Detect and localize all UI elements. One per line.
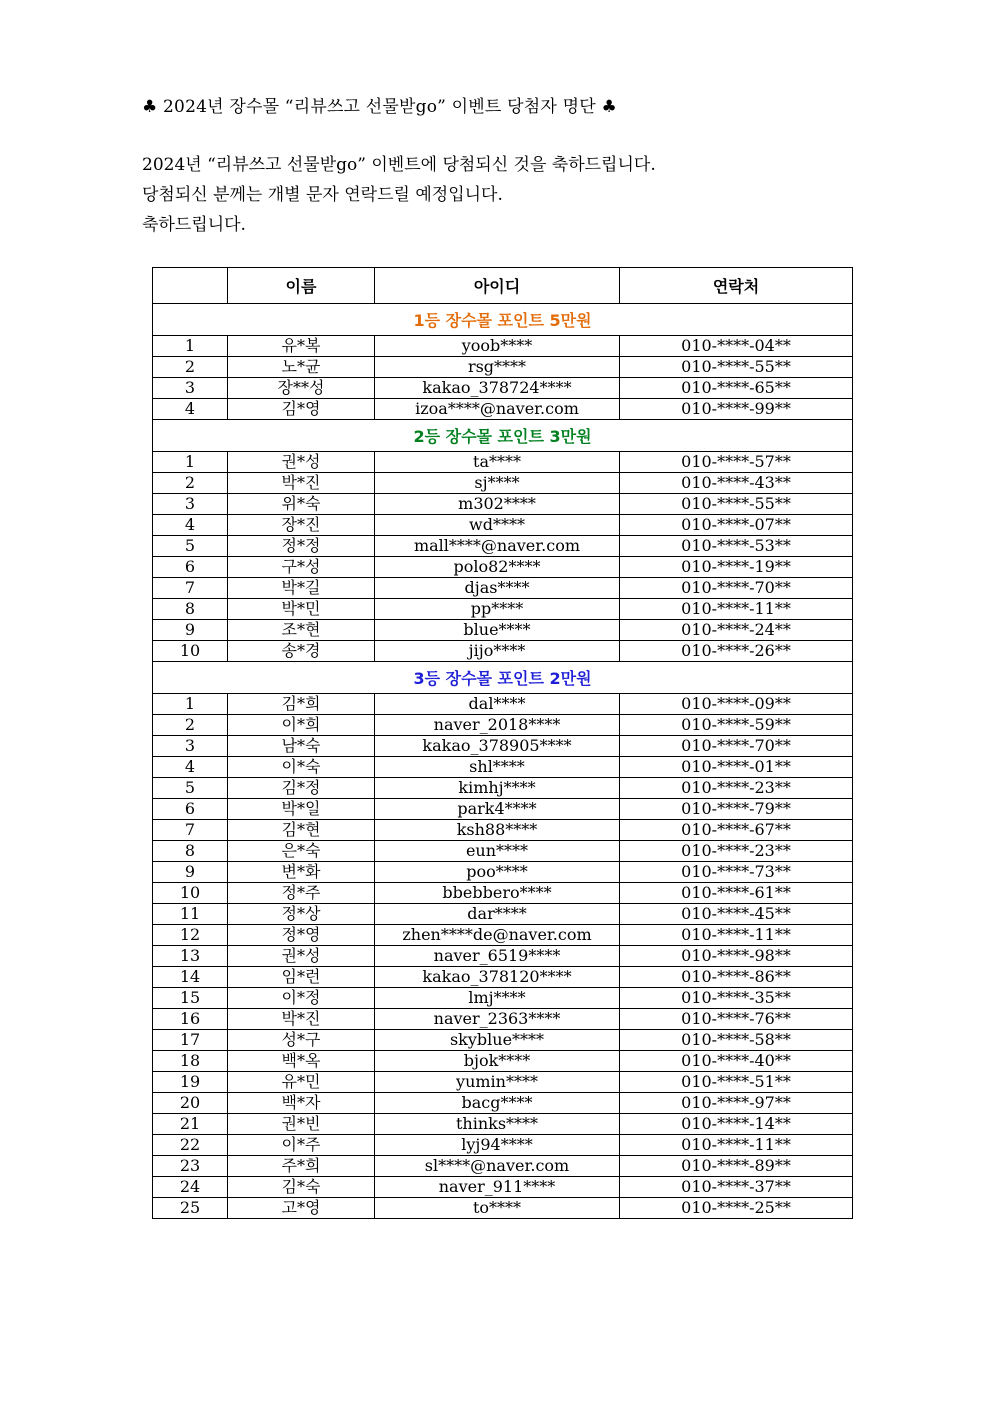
table-body — [153, 304, 853, 1219]
cell-contact: 010-****-26** — [620, 641, 853, 662]
cell-number: 15 — [153, 988, 228, 1009]
table-header-row — [153, 268, 853, 304]
table-row — [153, 336, 853, 357]
cell-contact: 010-****-19** — [620, 557, 853, 578]
cell-number: 4 — [153, 757, 228, 778]
cell-number: 8 — [153, 599, 228, 620]
cell-name: 권*성 — [228, 452, 375, 473]
cell-id: naver_6519**** — [375, 946, 620, 967]
cell-id: to**** — [375, 1198, 620, 1219]
cell-number: 2 — [153, 473, 228, 494]
cell-contact: 010-****-04** — [620, 336, 853, 357]
cell-contact: 010-****-24** — [620, 620, 853, 641]
table-row — [153, 778, 853, 799]
cell-contact: 010-****-43** — [620, 473, 853, 494]
cell-contact: 010-****-65** — [620, 378, 853, 399]
cell-number: 21 — [153, 1114, 228, 1135]
cell-number: 16 — [153, 1009, 228, 1030]
cell-name: 권*성 — [228, 946, 375, 967]
cell-number: 2 — [153, 715, 228, 736]
cell-id: thinks**** — [375, 1114, 620, 1135]
cell-number: 9 — [153, 862, 228, 883]
cell-contact: 010-****-57** — [620, 452, 853, 473]
table-row — [153, 946, 853, 967]
cell-number: 6 — [153, 799, 228, 820]
table-row — [153, 904, 853, 925]
cell-contact: 010-****-14** — [620, 1114, 853, 1135]
intro-line: 축하드립니다. — [142, 215, 246, 235]
cell-id: naver_2018**** — [375, 715, 620, 736]
cell-id: yumin**** — [375, 1072, 620, 1093]
page-title: ♣ 2024년 장수몰 “리뷰쓰고 선물받go” 이벤트 당첨자 명단 ♣ — [142, 97, 617, 117]
column-header-id: 아이디 — [375, 268, 620, 304]
cell-id: dal**** — [375, 694, 620, 715]
cell-id: m302**** — [375, 494, 620, 515]
cell-id: eun**** — [375, 841, 620, 862]
cell-name: 성*구 — [228, 1030, 375, 1051]
cell-contact: 010-****-37** — [620, 1177, 853, 1198]
cell-number: 18 — [153, 1051, 228, 1072]
cell-number: 22 — [153, 1135, 228, 1156]
table-row — [153, 799, 853, 820]
cell-id: polo82**** — [375, 557, 620, 578]
cell-name: 노*균 — [228, 357, 375, 378]
cell-name: 이*희 — [228, 715, 375, 736]
cell-name: 권*빈 — [228, 1114, 375, 1135]
intro-line: 2024년 “리뷰쓰고 선물받go” 이벤트에 당첨되신 것을 축하드립니다. — [142, 155, 656, 175]
cell-contact: 010-****-11** — [620, 1135, 853, 1156]
cell-contact: 010-****-45** — [620, 904, 853, 925]
table-row — [153, 1114, 853, 1135]
cell-name: 구*성 — [228, 557, 375, 578]
cell-contact: 010-****-55** — [620, 357, 853, 378]
table-row — [153, 988, 853, 1009]
cell-name: 유*민 — [228, 1072, 375, 1093]
cell-name: 정*주 — [228, 883, 375, 904]
cell-contact: 010-****-99** — [620, 399, 853, 420]
column-header-number — [153, 268, 228, 304]
table-row — [153, 1093, 853, 1114]
table-row — [153, 1009, 853, 1030]
cell-id: bacg**** — [375, 1093, 620, 1114]
cell-name: 임*런 — [228, 967, 375, 988]
cell-name: 박*민 — [228, 599, 375, 620]
table-row — [153, 757, 853, 778]
cell-number: 4 — [153, 399, 228, 420]
cell-name: 김*희 — [228, 694, 375, 715]
cell-number: 10 — [153, 883, 228, 904]
cell-number: 17 — [153, 1030, 228, 1051]
cell-id: lmj**** — [375, 988, 620, 1009]
cell-number: 6 — [153, 557, 228, 578]
table-row — [153, 1198, 853, 1219]
table-row — [153, 578, 853, 599]
cell-number: 12 — [153, 925, 228, 946]
cell-name: 이*정 — [228, 988, 375, 1009]
cell-number: 4 — [153, 515, 228, 536]
table-row — [153, 841, 853, 862]
cell-contact: 010-****-98** — [620, 946, 853, 967]
cell-contact: 010-****-51** — [620, 1072, 853, 1093]
cell-id: zhen****de@naver.com — [375, 925, 620, 946]
cell-contact: 010-****-97** — [620, 1093, 853, 1114]
cell-name: 유*복 — [228, 336, 375, 357]
cell-name: 김*영 — [228, 399, 375, 420]
table-row — [153, 883, 853, 904]
cell-contact: 010-****-89** — [620, 1156, 853, 1177]
cell-id: rsg**** — [375, 357, 620, 378]
cell-id: park4**** — [375, 799, 620, 820]
cell-number: 9 — [153, 620, 228, 641]
table-row — [153, 557, 853, 578]
table-row — [153, 399, 853, 420]
table-row — [153, 641, 853, 662]
cell-number: 23 — [153, 1156, 228, 1177]
cell-contact: 010-****-11** — [620, 925, 853, 946]
cell-id: sj**** — [375, 473, 620, 494]
section-title: 3등 장수몰 포인트 2만원 — [153, 662, 853, 694]
cell-number: 3 — [153, 736, 228, 757]
cell-contact: 010-****-70** — [620, 736, 853, 757]
cell-number: 5 — [153, 778, 228, 799]
cell-name: 김*정 — [228, 778, 375, 799]
cell-id: ksh88**** — [375, 820, 620, 841]
cell-id: kakao_378724**** — [375, 378, 620, 399]
cell-name: 정*정 — [228, 536, 375, 557]
cell-id: blue**** — [375, 620, 620, 641]
cell-id: poo**** — [375, 862, 620, 883]
cell-name: 송*경 — [228, 641, 375, 662]
cell-name: 조*현 — [228, 620, 375, 641]
cell-number: 5 — [153, 536, 228, 557]
table-row — [153, 1051, 853, 1072]
cell-number: 1 — [153, 336, 228, 357]
cell-name: 박*진 — [228, 1009, 375, 1030]
cell-number: 7 — [153, 578, 228, 599]
cell-contact: 010-****-01** — [620, 757, 853, 778]
cell-name: 김*숙 — [228, 1177, 375, 1198]
cell-name: 장*진 — [228, 515, 375, 536]
cell-name: 남*숙 — [228, 736, 375, 757]
cell-contact: 010-****-58** — [620, 1030, 853, 1051]
cell-contact: 010-****-40** — [620, 1051, 853, 1072]
column-header-contact: 연락처 — [620, 268, 853, 304]
cell-name: 이*주 — [228, 1135, 375, 1156]
cell-contact: 010-****-23** — [620, 778, 853, 799]
cell-contact: 010-****-59** — [620, 715, 853, 736]
table-row — [153, 620, 853, 641]
cell-name: 백*옥 — [228, 1051, 375, 1072]
cell-contact: 010-****-55** — [620, 494, 853, 515]
cell-name: 정*영 — [228, 925, 375, 946]
cell-id: yoob**** — [375, 336, 620, 357]
cell-name: 주*희 — [228, 1156, 375, 1177]
cell-number: 10 — [153, 641, 228, 662]
cell-contact: 010-****-23** — [620, 841, 853, 862]
column-header-name: 이름 — [228, 268, 375, 304]
cell-id: sl****@naver.com — [375, 1156, 620, 1177]
cell-number: 3 — [153, 494, 228, 515]
cell-number: 14 — [153, 967, 228, 988]
cell-name: 장**성 — [228, 378, 375, 399]
cell-name: 박*진 — [228, 473, 375, 494]
table-row — [153, 357, 853, 378]
cell-number: 7 — [153, 820, 228, 841]
cell-number: 8 — [153, 841, 228, 862]
cell-contact: 010-****-86** — [620, 967, 853, 988]
cell-contact: 010-****-61** — [620, 883, 853, 904]
cell-id: wd**** — [375, 515, 620, 536]
table-row — [153, 1135, 853, 1156]
table-row — [153, 1030, 853, 1051]
table-row — [153, 1177, 853, 1198]
table-row — [153, 515, 853, 536]
cell-name: 정*상 — [228, 904, 375, 925]
cell-number: 1 — [153, 452, 228, 473]
table-row — [153, 452, 853, 473]
section-header-row — [153, 420, 853, 452]
table-row — [153, 494, 853, 515]
cell-id: bjok**** — [375, 1051, 620, 1072]
cell-name: 고*영 — [228, 1198, 375, 1219]
cell-contact: 010-****-53** — [620, 536, 853, 557]
cell-id: lyj94**** — [375, 1135, 620, 1156]
section-title: 1등 장수몰 포인트 5만원 — [153, 304, 853, 336]
cell-contact: 010-****-07** — [620, 515, 853, 536]
table-row — [153, 862, 853, 883]
cell-name: 박*일 — [228, 799, 375, 820]
cell-id: izoa****@naver.com — [375, 399, 620, 420]
cell-name: 김*현 — [228, 820, 375, 841]
cell-number: 1 — [153, 694, 228, 715]
cell-contact: 010-****-70** — [620, 578, 853, 599]
cell-contact: 010-****-76** — [620, 1009, 853, 1030]
winners-table — [152, 267, 853, 1219]
table-row — [153, 925, 853, 946]
section-header-row — [153, 662, 853, 694]
cell-name: 박*길 — [228, 578, 375, 599]
table-row — [153, 694, 853, 715]
intro-text — [142, 150, 656, 240]
cell-id: kakao_378905**** — [375, 736, 620, 757]
table-row — [153, 378, 853, 399]
cell-id: skyblue**** — [375, 1030, 620, 1051]
cell-id: shl**** — [375, 757, 620, 778]
cell-name: 백*자 — [228, 1093, 375, 1114]
section-header-row — [153, 304, 853, 336]
cell-number: 3 — [153, 378, 228, 399]
cell-id: kakao_378120**** — [375, 967, 620, 988]
cell-id: jijo**** — [375, 641, 620, 662]
table-row — [153, 1072, 853, 1093]
cell-contact: 010-****-73** — [620, 862, 853, 883]
cell-id: naver_911**** — [375, 1177, 620, 1198]
cell-id: djas**** — [375, 578, 620, 599]
cell-contact: 010-****-11** — [620, 599, 853, 620]
cell-contact: 010-****-09** — [620, 694, 853, 715]
table-row — [153, 536, 853, 557]
table-row — [153, 967, 853, 988]
cell-id: bbebbero**** — [375, 883, 620, 904]
table-row — [153, 715, 853, 736]
cell-name: 변*화 — [228, 862, 375, 883]
cell-id: ta**** — [375, 452, 620, 473]
cell-name: 이*숙 — [228, 757, 375, 778]
cell-contact: 010-****-25** — [620, 1198, 853, 1219]
cell-number: 19 — [153, 1072, 228, 1093]
cell-number: 2 — [153, 357, 228, 378]
cell-number: 24 — [153, 1177, 228, 1198]
table-row — [153, 736, 853, 757]
cell-contact: 010-****-35** — [620, 988, 853, 1009]
cell-number: 13 — [153, 946, 228, 967]
cell-name: 위*숙 — [228, 494, 375, 515]
cell-id: naver_2363**** — [375, 1009, 620, 1030]
cell-id: dar**** — [375, 904, 620, 925]
cell-id: mall****@naver.com — [375, 536, 620, 557]
cell-id: pp**** — [375, 599, 620, 620]
cell-name: 은*숙 — [228, 841, 375, 862]
table-row — [153, 599, 853, 620]
section-title: 2등 장수몰 포인트 3만원 — [153, 420, 853, 452]
cell-number: 20 — [153, 1093, 228, 1114]
table-row — [153, 473, 853, 494]
table-row — [153, 1156, 853, 1177]
intro-line: 당첨되신 분께는 개별 문자 연락드릴 예정입니다. — [142, 185, 503, 205]
cell-contact: 010-****-67** — [620, 820, 853, 841]
cell-number: 25 — [153, 1198, 228, 1219]
cell-number: 11 — [153, 904, 228, 925]
cell-contact: 010-****-79** — [620, 799, 853, 820]
table-row — [153, 820, 853, 841]
cell-id: kimhj**** — [375, 778, 620, 799]
